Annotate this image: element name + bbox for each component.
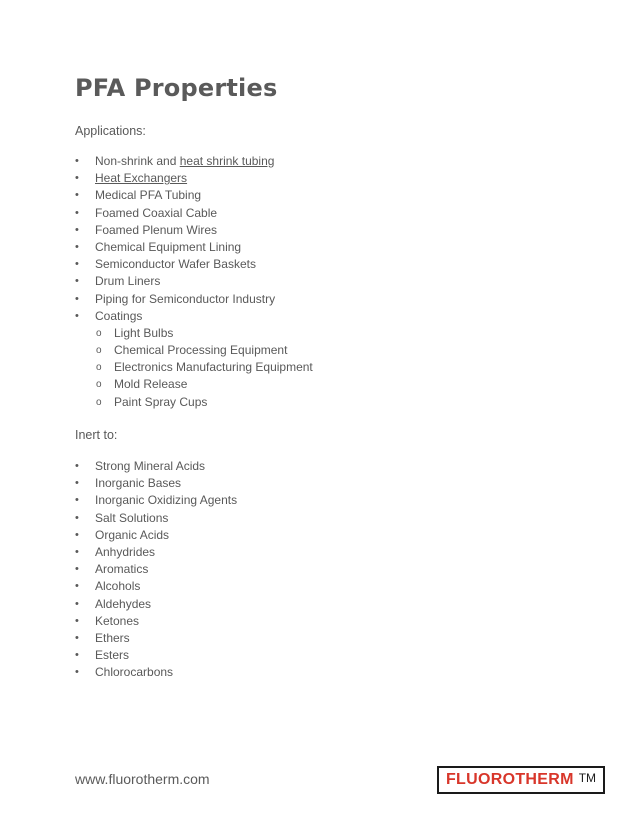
application-text: Chemical Equipment Lining	[95, 239, 242, 254]
sub-bullet-icon: o	[96, 327, 102, 339]
sub-bullet-icon: o	[96, 396, 102, 408]
application-link[interactable]: heat shrink tubing	[179, 154, 275, 168]
bullet-icon: •	[75, 309, 79, 322]
application-text: Non-shrink and	[95, 154, 180, 168]
bullet-icon: •	[75, 477, 79, 490]
coating-subitem-text: Chemical Processing Equipment	[114, 343, 288, 358]
inert-item	[75, 578, 237, 595]
inert-item	[75, 561, 237, 578]
inert-item-text: Anhydrides	[95, 544, 156, 559]
application-item	[75, 187, 313, 204]
sub-bullet-icon: o	[96, 345, 102, 357]
applications-label: Applications:	[75, 124, 146, 138]
application-text: Drum Liners	[95, 274, 161, 289]
inert-item-text: Ketones	[95, 613, 140, 628]
bullet-icon: •	[75, 563, 79, 576]
inert-item	[75, 527, 237, 544]
bullet-icon: •	[75, 597, 79, 610]
inert-item-text: Inorganic Oxidizing Agents	[95, 493, 238, 508]
inert-item	[75, 458, 237, 475]
application-link[interactable]: Heat Exchangers	[95, 171, 188, 186]
bullet-icon: •	[75, 614, 79, 627]
bullet-icon: •	[75, 666, 79, 679]
bullet-icon: •	[75, 275, 79, 288]
inert-item-text: Chlorocarbons	[95, 665, 174, 680]
coating-subitem-text: Light Bulbs	[114, 325, 174, 340]
fluorotherm-logo	[437, 766, 605, 794]
bullet-icon: •	[75, 206, 79, 219]
application-text: Medical PFA Tubing	[95, 188, 202, 203]
inert-item	[75, 630, 237, 647]
inert-item-text: Inorganic Bases	[95, 476, 182, 491]
application-item	[75, 153, 313, 170]
inert-item	[75, 544, 237, 561]
bullet-icon: •	[75, 494, 79, 507]
application-item	[75, 239, 313, 256]
bullet-icon: •	[75, 258, 79, 271]
sub-bullet-icon: o	[96, 379, 102, 391]
application-item	[75, 205, 313, 222]
coating-subitem	[75, 394, 313, 411]
inert-item	[75, 664, 237, 681]
bullet-icon: •	[75, 189, 79, 202]
application-item	[75, 291, 313, 308]
bullet-icon: •	[75, 292, 79, 305]
application-item	[75, 308, 313, 325]
bullet-icon: •	[75, 528, 79, 541]
page-title: PFA Properties	[75, 74, 278, 102]
coating-subitem-text: Paint Spray Cups	[114, 394, 208, 409]
inert-item-text: Ethers	[95, 630, 130, 645]
inert-item-text: Strong Mineral Acids	[95, 459, 206, 473]
coating-subitem	[75, 342, 313, 359]
inert-item-text: Aldehydes	[95, 596, 152, 611]
inert-item-text: Esters	[95, 648, 130, 663]
inert-item-text: Alcohols	[95, 579, 141, 594]
inert-item-text: Organic Acids	[95, 527, 170, 542]
inert-label: Inert to:	[75, 428, 118, 442]
application-item	[75, 273, 313, 290]
bullet-icon: •	[75, 240, 79, 253]
bullet-icon: •	[75, 545, 79, 558]
coating-subitem-text: Electronics Manufacturing Equipment	[114, 360, 313, 375]
inert-item	[75, 475, 237, 492]
inert-item	[75, 510, 237, 527]
coating-subitem	[75, 325, 313, 342]
application-item	[75, 256, 313, 273]
coating-subitem-text: Mold Release	[114, 377, 188, 392]
bullet-icon: •	[75, 155, 79, 167]
application-item	[75, 170, 313, 187]
bullet-icon: •	[75, 580, 79, 593]
bullet-icon: •	[75, 631, 79, 644]
inert-to-list	[75, 458, 237, 681]
application-text: Semiconductor Wafer Baskets	[95, 257, 256, 272]
application-text: Foamed Coaxial Cable	[95, 205, 218, 220]
application-text: Foamed Plenum Wires	[95, 222, 218, 237]
applications-list	[75, 153, 313, 411]
application-text: Coatings	[95, 308, 143, 323]
inert-item	[75, 492, 237, 509]
inert-item-text: Aromatics	[95, 562, 149, 577]
bullet-icon: •	[75, 649, 79, 662]
sub-bullet-icon: o	[96, 362, 102, 374]
application-item	[75, 222, 313, 239]
footer-url[interactable]: www.fluorotherm.com	[75, 771, 210, 787]
coating-subitem	[75, 376, 313, 393]
bullet-icon: •	[75, 172, 79, 185]
bullet-icon: •	[75, 460, 79, 472]
coating-subitem	[75, 359, 313, 376]
inert-item	[75, 596, 237, 613]
inert-item-text: Salt Solutions	[95, 510, 169, 525]
logo-trademark: TM	[578, 771, 597, 785]
bullet-icon: •	[75, 511, 79, 524]
inert-item	[75, 647, 237, 664]
application-text: Piping for Semiconductor Industry	[95, 291, 276, 306]
bullet-icon: •	[75, 223, 79, 236]
logo-name: FLUOROTHERM	[445, 771, 574, 788]
inert-item	[75, 613, 237, 630]
